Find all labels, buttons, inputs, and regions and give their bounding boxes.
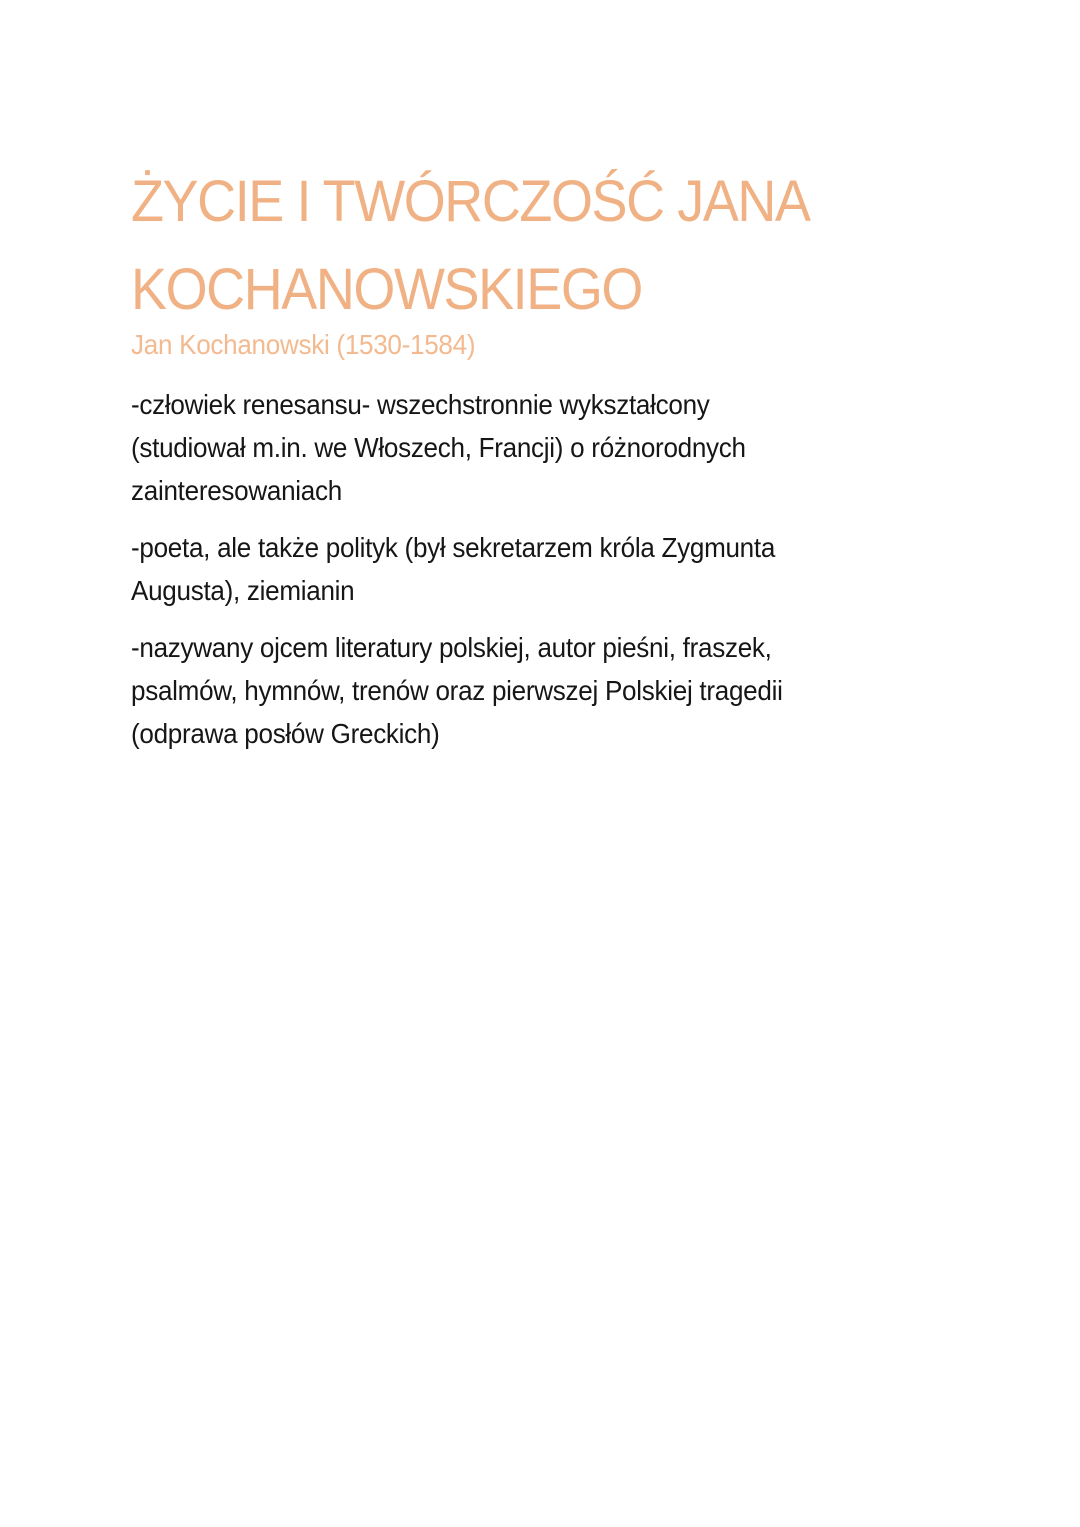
text-line: -nazywany ojcem literatury polskiej, autor pieśni, fraszek,: [131, 632, 772, 663]
text-line: (studiował m.in. we Włoszech, Francji) o różnorodnych: [131, 432, 746, 463]
document-body: [131, 383, 1031, 769]
document-subtitle: Jan Kochanowski (1530-1584): [131, 329, 476, 360]
text-line: -poeta, ale także polityk (był sekretarzem króla Zygmunta: [131, 532, 776, 563]
document-title: [131, 158, 894, 334]
paragraph-works: [131, 626, 968, 755]
paragraph-roles: [131, 526, 968, 612]
text-line: -człowiek renesansu- wszechstronnie wykształcony: [131, 389, 710, 420]
text-line: psalmów, hymnów, trenów oraz pierwszej Polskiej tragedii: [131, 675, 783, 706]
title-line: ŻYCIE I TWÓRCZOŚĆ JANA: [131, 169, 810, 234]
text-line: (odprawa posłów Greckich): [131, 718, 440, 749]
text-line: Augusta), ziemianin: [131, 575, 355, 606]
title-line: KOCHANOWSKIEGO: [131, 257, 642, 322]
text-line: zainteresowaniach: [131, 475, 342, 506]
paragraph-education: [131, 383, 968, 512]
